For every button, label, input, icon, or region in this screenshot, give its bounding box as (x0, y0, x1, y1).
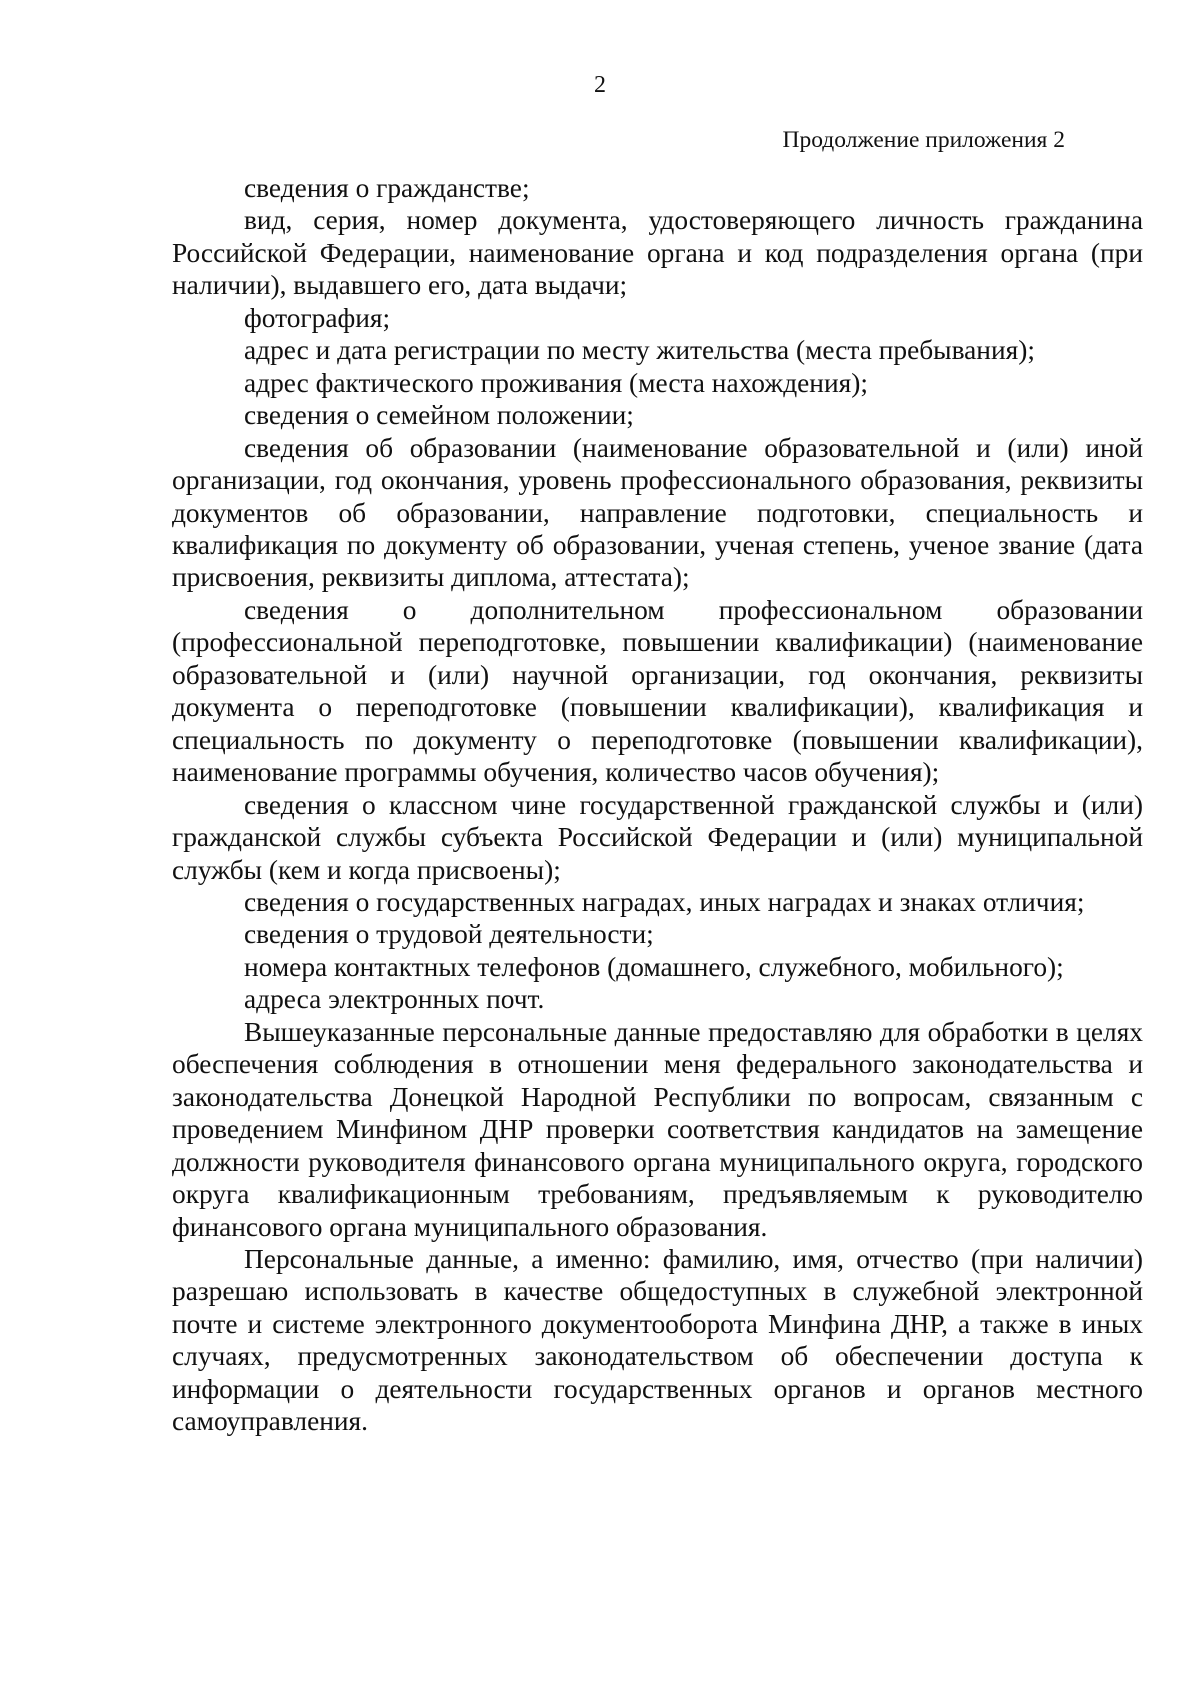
document-body (172, 172, 1143, 1438)
paragraph-awards: сведения о государственных наградах, иных наградах и знаках отличия; (244, 886, 1085, 917)
paragraph-work-history: сведения о трудовой деятельности; (244, 919, 654, 950)
paragraph-additional-education: сведения о дополнительном профессиональном образовании (профессиональной переподготовке, повышении квалификации) (наименование образовательной и (или) научной организации, год окончания, реквизиты документа о переподготовке (повышении квалификации), квалификация и специальность по документу о переподготовке (повышении квалификации), наименование программы обучения, количество часов обучения); (172, 594, 1143, 788)
paragraph-class-rank: сведения о классном чине государственной гражданской службы и (или) гражданской службы субъекта Российской Федерации и (или) муниципальной службы (кем и когда присвоены); (172, 789, 1143, 885)
paragraph-email-addresses: адреса электронных почт. (244, 984, 545, 1015)
paragraph-education: сведения об образовании (наименование образовательной и (или) иной организации, год окончания, уровень профессионального образования, реквизиты документов об образовании, направление подготовки, специальность и квалификация по документу об образовании, ученая степень, ученое звание (дата присвоения, реквизиты диплома, аттестата); (172, 432, 1143, 593)
paragraph-identity-document: вид, серия, номер документа, удостоверяющего личность гражданина Российской Федерации, наименование органа и код подразделения органа (при наличии), выдавшего его, дата выдачи; (172, 205, 1143, 301)
paragraph-phone-numbers: номера контактных телефонов (домашнего, служебного, мобильного); (244, 951, 1064, 982)
continuation-label: Продолжение приложения 2 (782, 127, 1065, 153)
paragraph-actual-address: адрес фактического проживания (места нахождения); (244, 367, 868, 398)
paragraph-public-data-consent: Персональные данные, а именно: фамилию, имя, отчество (при наличии) разрешаю использовать в качестве общедоступных в служебной электронной почте и системе электронного документооборота Минфина ДНР, а также в иных случаях, предусмотренных законодательством об обеспечении доступа к информации о деятельности государственных органов и органов местного самоуправления. (172, 1243, 1143, 1437)
paragraph-processing-purpose: Вышеуказанные персональные данные предоставляю для обработки в целях обеспечения соблюдения в отношении меня федерального законодательства и законодательства Донецкой Народной Республики по вопросам, связанным с проведением Минфином ДНР проверки соответствия кандидатов на замещение должности руководителя финансового органа муниципального округа, городского округа квалификационным требованиям, предъявляемым к руководителю финансового органа муниципального образования. (172, 1016, 1143, 1242)
paragraph-photo: фотография; (244, 302, 391, 333)
page-number: 2 (594, 72, 606, 98)
paragraph-marital-status: сведения о семейном положении; (244, 400, 634, 431)
paragraph-registration-address: адрес и дата регистрации по месту жительства (места пребывания); (244, 335, 1035, 366)
paragraph-citizenship: сведения о гражданстве; (244, 173, 530, 203)
